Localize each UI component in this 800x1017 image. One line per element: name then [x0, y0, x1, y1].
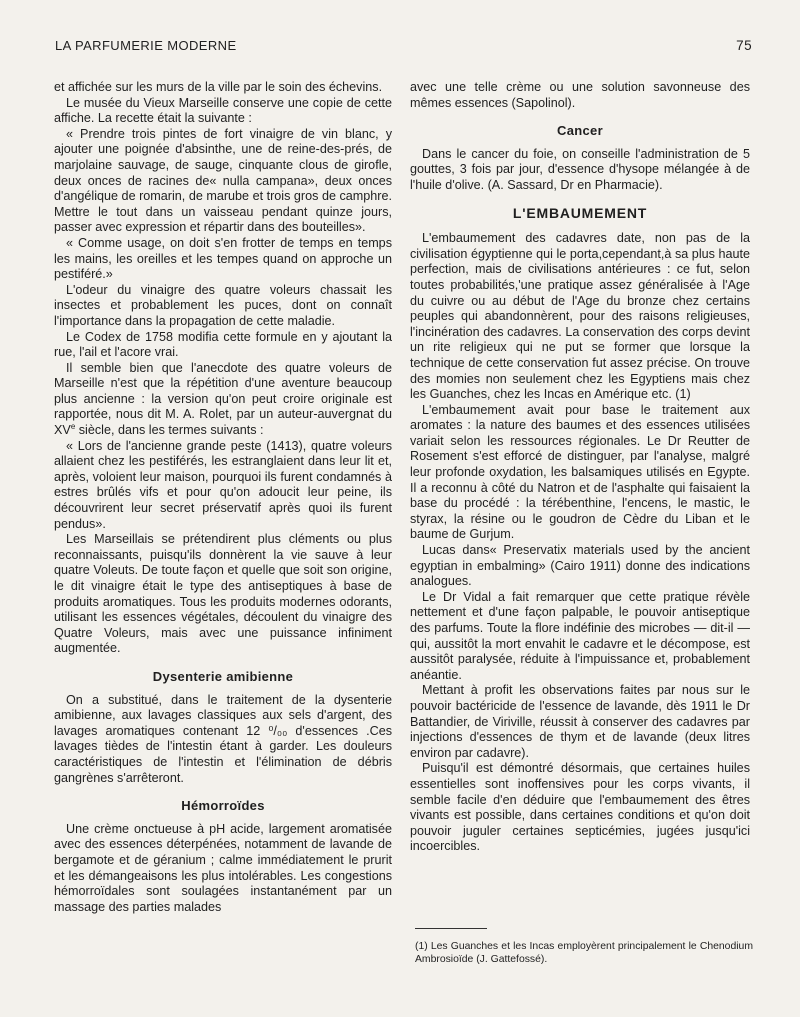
paragraph: Dans le cancer du foie, on conseille l'administration de 5 gouttes, 3 fois par jour, d'essence d'hysope mélangée à de l'huile d'olive. (A. Sassard, Dr en Pharmacie).: [410, 146, 750, 192]
text-run: d'essences .Ces lavages tièdes de l'intestin étant à garder. Les douleurs caractéristiques de l'intestin et l'élimination de débris gangrènes s'arrêteront.: [54, 723, 392, 785]
paragraph: Lucas dans« Preservatix materials used by the ancient egyptian in embalming» (Cairo 1911) donne des indications analogues.: [410, 543, 750, 589]
paragraph: L'embaumement des cadavres date, non pas de la civilisation égyptienne qui le porta,cependant,à sa plus haute perfection, mais de civilisations antérieures : ce fut, selon toutes probabilités,'une pratique assez généralisée à l'Age du cuivre ou au début de l'Age du bronze chez certains peuples qui abandonnèrent, pour des raisons religieuses, l'incinération des cadavres. La conservation des corps devint un rite religieux qui ne put se former que lorsque la technique de cette conservation fut assez précise. On trouve des momies non seulement chez les Egyptiens mais chez les Guanches, chez les Incas en Amérique etc. (1): [410, 231, 750, 402]
right-column: [410, 80, 750, 855]
paragraph: et affichée sur les murs de la ville par le soin des échevins.: [54, 80, 383, 94]
left-column: [54, 80, 392, 915]
section-heading-dysenterie: Dysenterie amibienne: [152, 668, 294, 684]
text-run: On a substitué, dans le traitement de la dysenterie amibienne, aux lavages classiques aux sels d'argent, des lavages aromatiques contenant 12: [54, 692, 392, 738]
journal-title: LA PARFUMERIE MODERNE: [55, 38, 237, 53]
footnote: (1) Les Guanches et les Incas employèrent principalement le Chenodium Ambrosioïde (J. Gattefossé).: [415, 941, 753, 965]
text-run: siècle, dans les termes suivants :: [75, 423, 264, 438]
paragraph: [54, 361, 392, 439]
superscript: e: [70, 421, 76, 431]
footnote-divider: [415, 928, 487, 929]
section-heading-hemorroides: Hémorroïdes: [181, 798, 265, 814]
paragraph: Mettant à profit les observations faites par nous sur le pouvoir bactéricide de l'essence de lavande, dès 1911 le Dr Battandier, de Viriville, réussit à conserver des cadavres par injections d'essences de thym et de lavande (deux litres environ par cadavre).: [410, 683, 750, 760]
paragraph: Le musée du Vieux Marseille conserve une copie de cette affiche. La recette était la suivante :: [54, 95, 392, 126]
section-heading-embaumement: L'EMBAUMEMENT: [512, 204, 648, 221]
paragraph: Une crème onctueuse à pH acide, largement aromatisée avec des essences déterpénées, notamment de lavande de bergamote et de géranium ; calme immédiatement le prurit et les démangeaisons les plus intolérables. Les congestions hémorroïdales sont soulagées instantanément par un massage des parties malades: [54, 821, 392, 914]
usage-quote: « Comme usage, on doit s'en frotter de temps en temps les mains, les oreilles et les tempes quand on approche un pestiféré.»: [54, 235, 392, 282]
recipe-quote: « Prendre trois pintes de fort vinaigre de vin blanc, y ajouter une poignée d'absinthe, une de reine-des-prés, de marjolaine sauvage, de sauge, cinquante clous de girofle, deux onces de racines de« nulla campana», deux onces d'angélique de romarin, de marube et trois gros de camphre. Mettre le tout dans un vaisseau pendant quinze jours, passer avec expression et répartir dans des bouteilles».: [54, 126, 392, 235]
page-number: 75: [736, 38, 752, 53]
paragraph: avec une telle crème ou une solution savonneuse des mêmes essences (Sapolinol).: [410, 80, 750, 110]
running-header: [55, 38, 752, 56]
paragraph: Puisqu'il est démontré désormais, que certaines huiles essentielles sont inoffensives pour les corps vivants, il semble facile d'en déduire que l'embaumement des êtres vivants est possible, dans certaines conditions et qu'on doit pouvoir juguler certaines septicémies, jugées jusqu'ici incoercibles.: [410, 761, 750, 854]
paragraph: Le Dr Vidal a fait remarquer que cette pratique révèle nettement et d'une façon palpable, le pouvoir antiseptique des parfums. Toute la flore indéfinie des microbes — dit-il — qui, aussitôt la mort envahit le cadavre et le décompose, est aussitôt paralysée, réduite à l'impuissance et, probablement anéantie.: [410, 589, 750, 682]
section-heading-cancer: Cancer: [557, 123, 603, 139]
paragraph: Le Codex de 1758 modifia cette formule en y ajoutant la rue, l'ail et l'acore vrai.: [54, 329, 392, 360]
peste-quote: « Lors de l'ancienne grande peste (1413), quatre voleurs allaient chez les pestiférés, les estranglaient dans leur lit et, après, voloient leur maison, pourquoi ils furent condamnés à estres brûlés vifs et pour qu'on adoucit leur peine, ils découvrirent leur secret préservatif après quoi ils furent pendus».: [54, 438, 392, 531]
paragraph: L'embaumement avait pour base le traitement aux aromates : la nature des baumes et des essences utilisées variait selon les ressources régionales. Le Dr Reutter de Rosement s'est efforcé de distinguer, par l'analyse, malgré leur profonde oxydation, les balsamiques utilisés en Egypte. Il a reconnu à côté du Natron et de l'asphalte qui faisaient la base du procédé : la térébenthine, l'encens, le mastic, le styrax, la résine ou le goudron de Cèdre du Liban et le baume de Gurjum.: [410, 402, 750, 542]
paragraph: Les Marseillais se prétendirent plus cléments ou plus reconnaissants, puisqu'ils donnèrent la vie sauve à leur quatre Voleuts. De toute façon et quelle que soit son origine, le dit vinaigre était le type des antiseptiques à base de produits aromatiques. Tous les produits modernes odorants, utilisant les essences végétales, découlent du vinaigre des Quatre Voleurs, mais avec une puissance infiniment augmentée.: [54, 532, 392, 656]
paragraph: L'odeur du vinaigre des quatre voleurs chassait les insectes et probablement les puces, dont on connaît l'importance dans la propagation de cette maladie.: [54, 282, 392, 328]
paragraph: [54, 693, 392, 787]
permille-sign: ⁰/₀₀: [268, 723, 288, 738]
text-run: Il semble bien que l'anecdote des quatre voleurs de Marseille n'est que la répétition d'une aventure beaucoup plus ancienne : la version qu'on peut croire originale est rapportée, nous dit M. A. Rolet, par un auteur-auvergnat du XV: [54, 360, 392, 438]
